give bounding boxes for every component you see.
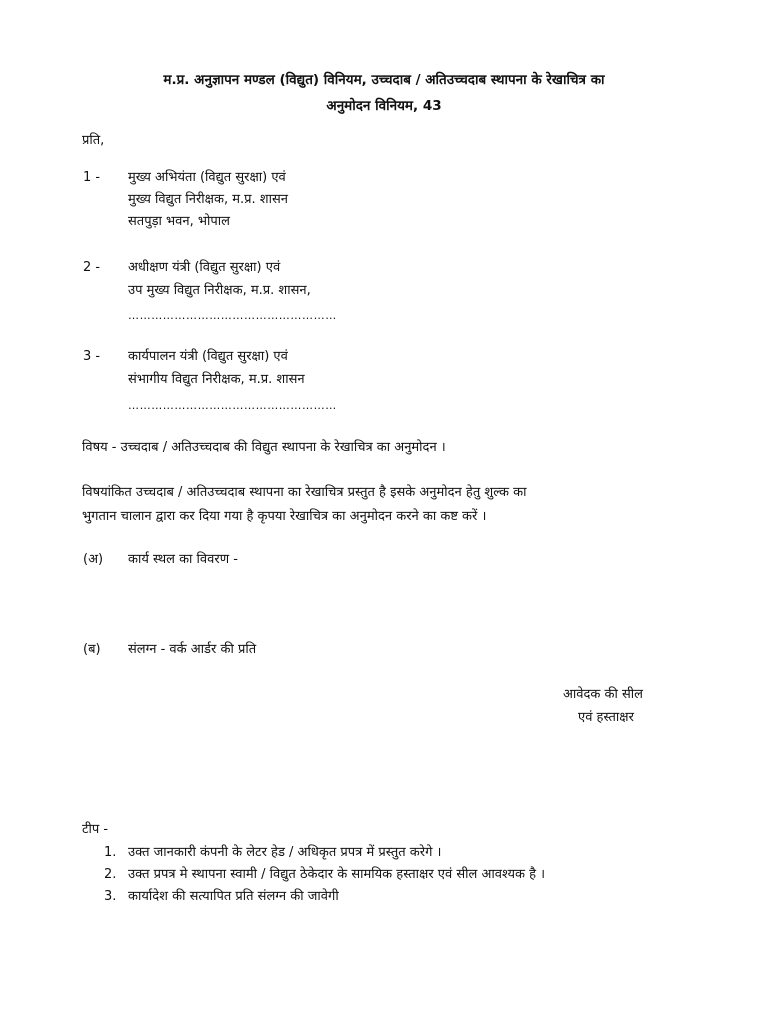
item-marker: (अ): [83, 552, 104, 567]
recipient-number: 1 -: [83, 170, 101, 185]
recipient-line: सतपुड़ा भवन, भोपाल: [128, 214, 230, 229]
recipient-blank-line: ………………………………………………: [128, 399, 337, 412]
note-number: 3.: [104, 889, 117, 904]
recipient-line: मुख्य विद्युत निरीक्षक, म.प्र. शासन: [128, 192, 288, 207]
recipient-line: उप मुख्य विद्युत निरीक्षक, म.प्र. शासन,: [128, 283, 311, 298]
item-attachment: संलग्न - वर्क आर्डर की प्रति: [128, 642, 257, 657]
recipient-line: कार्यपालन यंत्री (विद्युत सुरक्षा) एवं: [128, 349, 288, 364]
recipient-line: मुख्य अभियंता (विद्युत सुरक्षा) एवं: [128, 170, 286, 185]
body-line-1: विषयांकित उच्चदाब / अतिउच्चदाब स्थापना का रेखाचित्र प्रस्तुत है इसके अनुमोदन हेतु शुल्क का: [82, 485, 527, 500]
recipient-line: अधीक्षण यंत्री (विद्युत सुरक्षा) एवं: [128, 260, 281, 275]
note-number: 1.: [104, 845, 117, 860]
recipient-number: 3 -: [83, 349, 101, 364]
item-marker: (ब): [83, 642, 101, 657]
item-site-details: कार्य स्थल का विवरण -: [128, 552, 238, 567]
body-line-2: भुगतान चालान द्वारा कर दिया गया है कृपया रेखाचित्र का अनुमोदन करने का कष्ट करें ।: [82, 509, 487, 524]
note-item: कार्यादेश की सत्यापित प्रति संलग्न की जावेगी: [128, 889, 339, 904]
subject-line: विषय - उच्चदाब / अतिउच्चदाब की विद्युत स्थापना के रेखाचित्र का अनुमोदन ।: [82, 440, 446, 455]
recipient-line: संभागीय विद्युत निरीक्षक, म.प्र. शासन: [128, 372, 305, 387]
recipient-blank-line: ………………………………………………: [128, 309, 337, 322]
note-item: उक्त प्रपत्र मे स्थापना स्वामी / विद्युत ठेकेदार के सामयिक हस्ताक्षर एवं सील आवश्यक है ।: [128, 867, 546, 882]
note-item: उक्त जानकारी कंपनी के लेटर हेड / अधिकृत प्रपत्र में प्रस्तुत करेगे ।: [128, 845, 442, 860]
recipient-number: 2 -: [83, 260, 101, 275]
notes-heading: टीप -: [82, 822, 109, 837]
signature-sign-label: एवं हस्ताक्षर: [578, 710, 634, 725]
document-title-line-2: अनुमोदन विनियम, 43: [326, 98, 442, 114]
salutation: प्रति,: [82, 133, 105, 148]
signature-seal-label: आवेदक की सील: [563, 687, 643, 702]
note-number: 2.: [104, 867, 117, 882]
document-title-line-1: म.प्र. अनुज्ञापन मण्डल (विद्युत) विनियम, उच्चदाब / अतिउच्चदाब स्थापना के रेखाचित्र का: [163, 72, 605, 88]
